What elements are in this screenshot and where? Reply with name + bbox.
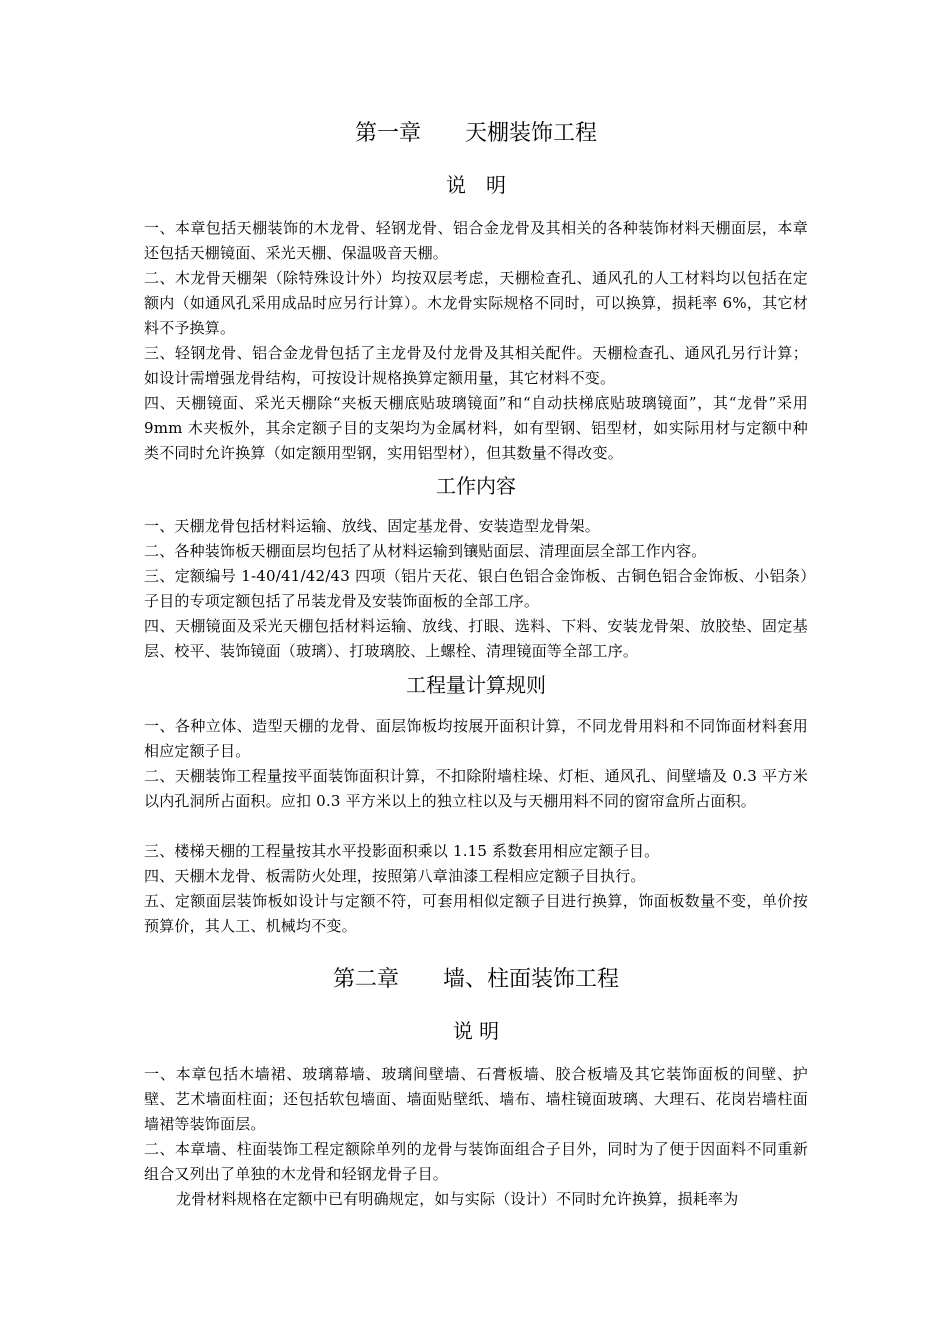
chapter-1-explanation-heading: 说 明 — [446, 173, 506, 197]
chapter-1-explanation-paragraph-4: 四、天棚镜面、采光天棚除“夹板天棚底贴玻璃镜面”和“自动扶梯底贴玻璃镜面”，其“龙骨”采用 9mm 木夹板外，其余定额子目的支架均为金属材料，如有型钢、铝型材，如实际用材与定额中种类不同时允许换算（如定额用型钢，实用铝型材），但其数量不得改变。 — [144, 394, 808, 462]
chapter-2-explanation-paragraph-1: 一、本章包括木墙裙、玻璃幕墙、玻璃间壁墙、石膏板墙、胶合板墙及其它装饰面板的间壁、护壁、艺术墙面柱面；还包括软包墙面、墙面贴壁纸、墙布、墙柱镜面玻璃、大理石、花岗岩墙柱面墙裙等装饰面层。 — [144, 1065, 808, 1133]
chapter-2-explanation-paragraph-3: 龙骨材料规格在定额中已有明确规定，如与实际（设计）不同时允许换算，损耗率为 — [176, 1190, 739, 1208]
chapter-1-rules-heading: 工程量计算规则 — [406, 673, 546, 697]
chapter-1-rules-paragraph-1: 一、各种立体、造型天棚的龙骨、面层饰板均按展开面积计算，不同龙骨用料和不同饰面材料套用相应定额子目。 — [144, 717, 808, 760]
chapter-2-explanation-heading: 说 明 — [452, 1019, 500, 1043]
chapter-1-explanation-paragraph-1: 一、本章包括天棚装饰的木龙骨、轻钢龙骨、铝合金龙骨及其相关的各种装饰材料天棚面层，本章还包括天棚镜面、采光天棚、保温吸音天棚。 — [144, 219, 808, 262]
chapter-1-work-paragraph-3: 三、定额编号 1-40/41/42/43 四项（铝片天花、银白色铝合金饰板、古铜色铝合金饰板、小铝条）子目的专项定额包括了吊装龙骨及安装饰面板的全部工序。 — [144, 567, 808, 610]
chapter-1-rules-paragraph-2: 二、天棚装饰工程量按平面装饰面积计算，不扣除附墙柱垛、灯柜、通风孔、间壁墙及 0.3 平方米以内孔洞所占面积。应扣 0.3 平方米以上的独立柱以及与天棚用料不同的窗帘盒所占面积。 — [144, 767, 808, 810]
chapter-1-work-paragraph-2: 二、各种装饰板天棚面层均包括了从材料运输到镶贴面层、清理面层全部工作内容。 — [144, 542, 707, 560]
chapter-1-rules-paragraph-5: 五、定额面层装饰板如设计与定额不符，可套用相似定额子目进行换算，饰面板数量不变，单价按预算价，其人工、机械均不变。 — [144, 892, 808, 935]
chapter-1-work-paragraph-1: 一、天棚龙骨包括材料运输、放线、固定基龙骨、安装造型龙骨架。 — [144, 517, 601, 535]
chapter-1-explanation-paragraph-3: 三、轻钢龙骨、铝合金龙骨包括了主龙骨及付龙骨及其相关配件。天棚检查孔、通风孔另行计算；如设计需增强龙骨结构，可按设计规格换算定额用量，其它材料不变。 — [144, 344, 808, 387]
chapter-1-explanation-paragraph-2: 二、木龙骨天棚架（除特殊设计外）均按双层考虑，天棚检查孔、通风孔的人工材料均以包括在定额内（如通风孔采用成品时应另行计算）。木龙骨实际规格不同时，可以换算，损耗率 6%，其它材料不予换算。 — [144, 269, 808, 337]
chapter-1-rules-paragraph-3: 三、楼梯天棚的工程量按其水平投影面积乘以 1.15 系数套用相应定额子目。 — [144, 842, 660, 860]
chapter-1-rules-paragraph-4: 四、天棚木龙骨、板需防火处理，按照第八章油漆工程相应定额子目执行。 — [144, 867, 646, 885]
chapter-1-title: 第一章 天棚装饰工程 — [354, 121, 597, 146]
chapter-1-work-paragraph-4: 四、天棚镜面及采光天棚包括材料运输、放线、打眼、选料、下料、安装龙骨架、放胶垫、固定基层、校平、装饰镜面（玻璃）、打玻璃胶、上螺栓、清理镜面等全部工序。 — [144, 617, 808, 660]
chapter-2-explanation-paragraph-2: 二、本章墙、柱面装饰工程定额除单列的龙骨与装饰面组合子目外，同时为了便于因面料不同重新组合又列出了单独的木龙骨和轻钢龙骨子目。 — [144, 1140, 808, 1183]
chapter-2-title: 第二章 墙、柱面装饰工程 — [332, 967, 619, 992]
chapter-1-work-heading: 工作内容 — [436, 474, 516, 498]
